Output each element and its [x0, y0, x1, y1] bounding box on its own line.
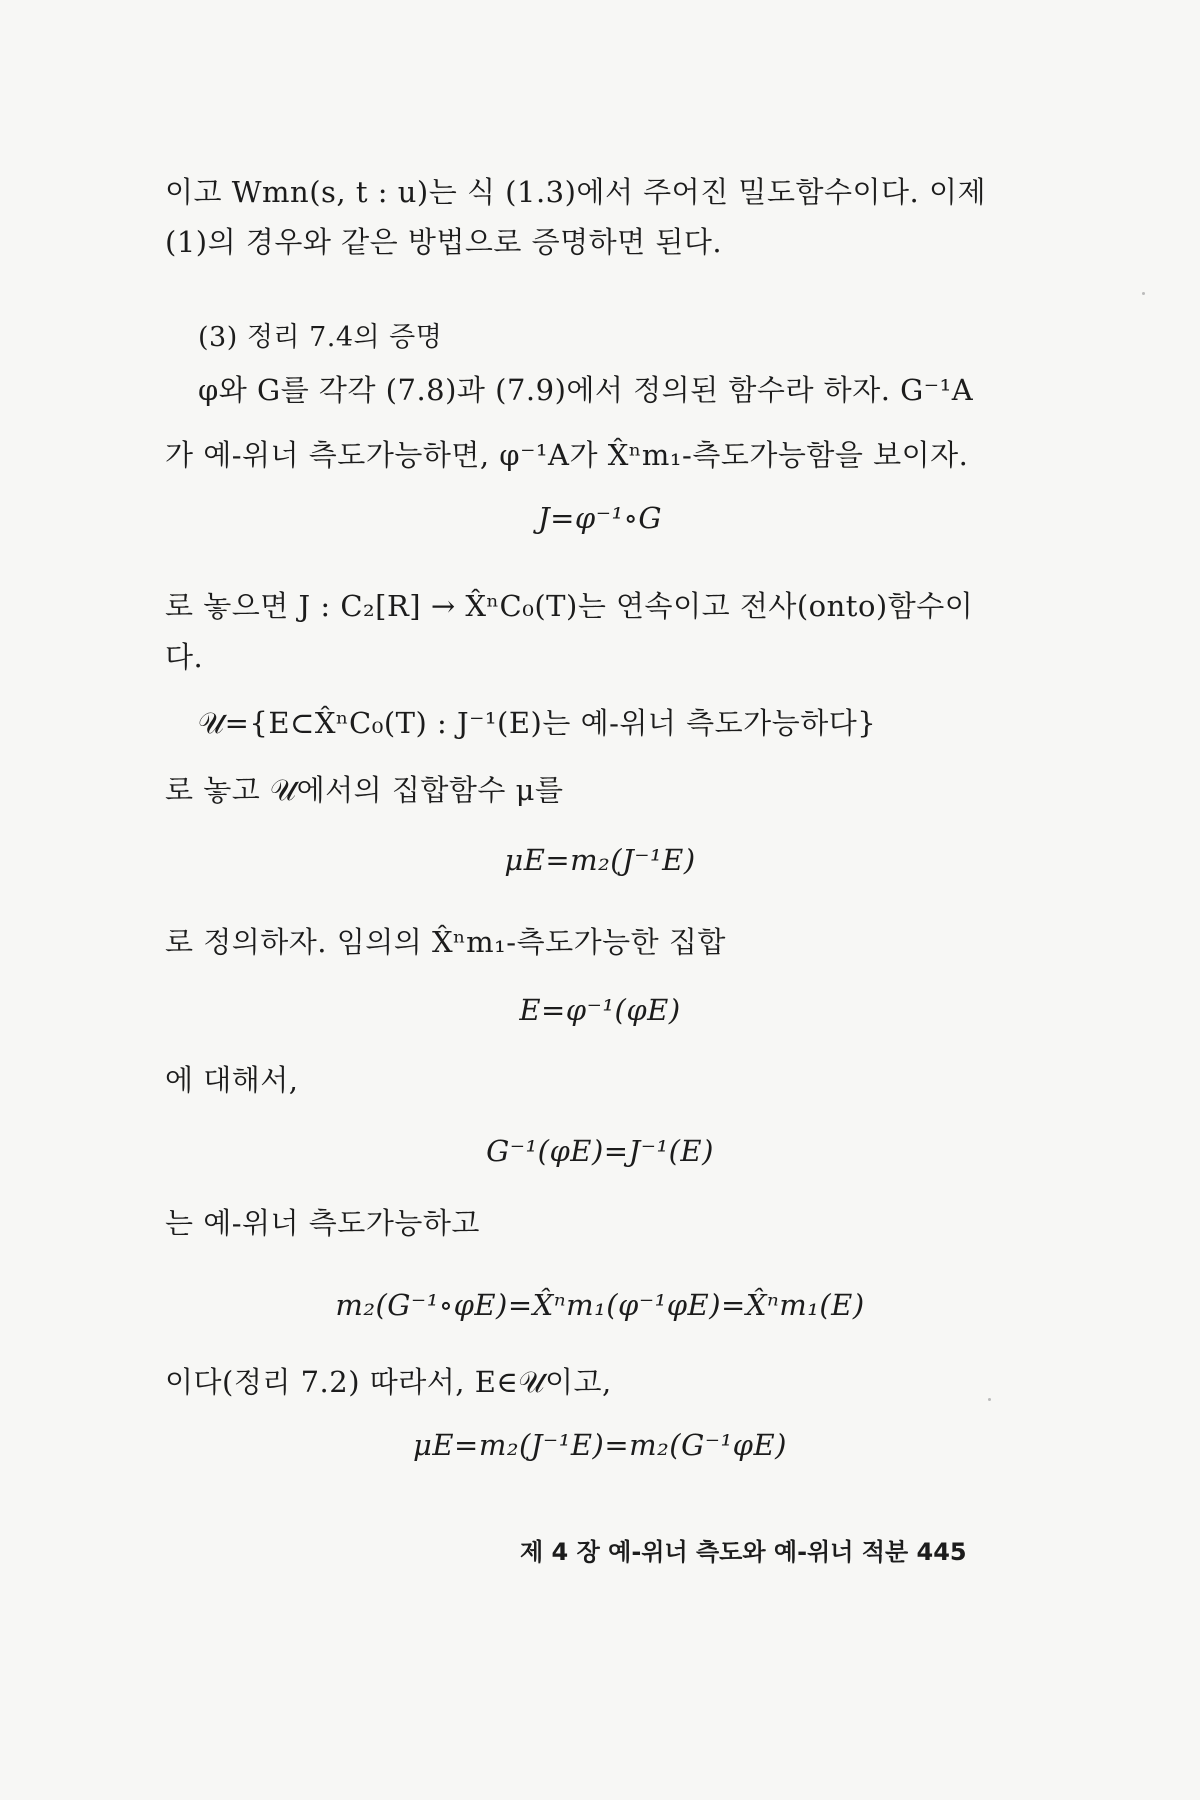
text-line-10: 는 예-위너 측도가능하고	[165, 1206, 480, 1240]
equation-5: G⁻¹(φE)=J⁻¹(E)	[486, 1134, 714, 1168]
text-line-7: 로 놓고 𝒰에서의 집합함수 μ를	[165, 773, 564, 807]
text-line-2: (1)의 경우와 같은 방법으로 증명하면 된다.	[165, 225, 723, 259]
text-line-6: 다.	[165, 640, 204, 674]
page-footer: 제 4 장 예-위너 측도와 예-위너 적분 445	[520, 1538, 967, 1566]
equation-2: 𝒰={E⊂X̂ⁿC₀(T) : J⁻¹(E)는 예-위너 측도가능하다}	[198, 706, 877, 740]
section-heading: (3) 정리 7.4의 증명	[198, 322, 443, 353]
text-line-5: 로 놓으면 J : C₂[R] → X̂ⁿC₀(T)는 연속이고 전사(onto)함수이	[165, 589, 974, 623]
scan-speck	[988, 1398, 991, 1401]
text-line-1: 이고 Wmn(s, t : u)는 식 (1.3)에서 주어진 밀도함수이다. 이제	[165, 175, 986, 209]
text-line-9: 에 대해서,	[165, 1063, 299, 1097]
text-line-3: φ와 G를 각각 (7.8)과 (7.9)에서 정의된 함수라 하자. G⁻¹A	[198, 373, 974, 407]
text-line-4: 가 예-위너 측도가능하면, φ⁻¹A가 X̂ⁿm₁-측도가능함을 보이자.	[165, 438, 969, 472]
equation-3: μE=m₂(J⁻¹E)	[504, 843, 696, 877]
equation-1: J=φ⁻¹∘G	[537, 501, 663, 535]
text-line-11: 이다(정리 7.2) 따라서, E∈𝒰이고,	[165, 1365, 612, 1399]
equation-6: m₂(G⁻¹∘φE)=X̂ⁿm₁(φ⁻¹φE)=X̂ⁿm₁(E)	[335, 1288, 865, 1322]
scan-speck	[1142, 292, 1145, 295]
equation-7: μE=m₂(J⁻¹E)=m₂(G⁻¹φE)	[413, 1428, 787, 1462]
text-line-8: 로 정의하자. 임의의 X̂ⁿm₁-측도가능한 집합	[165, 925, 726, 959]
equation-4: E=φ⁻¹(φE)	[519, 993, 681, 1027]
